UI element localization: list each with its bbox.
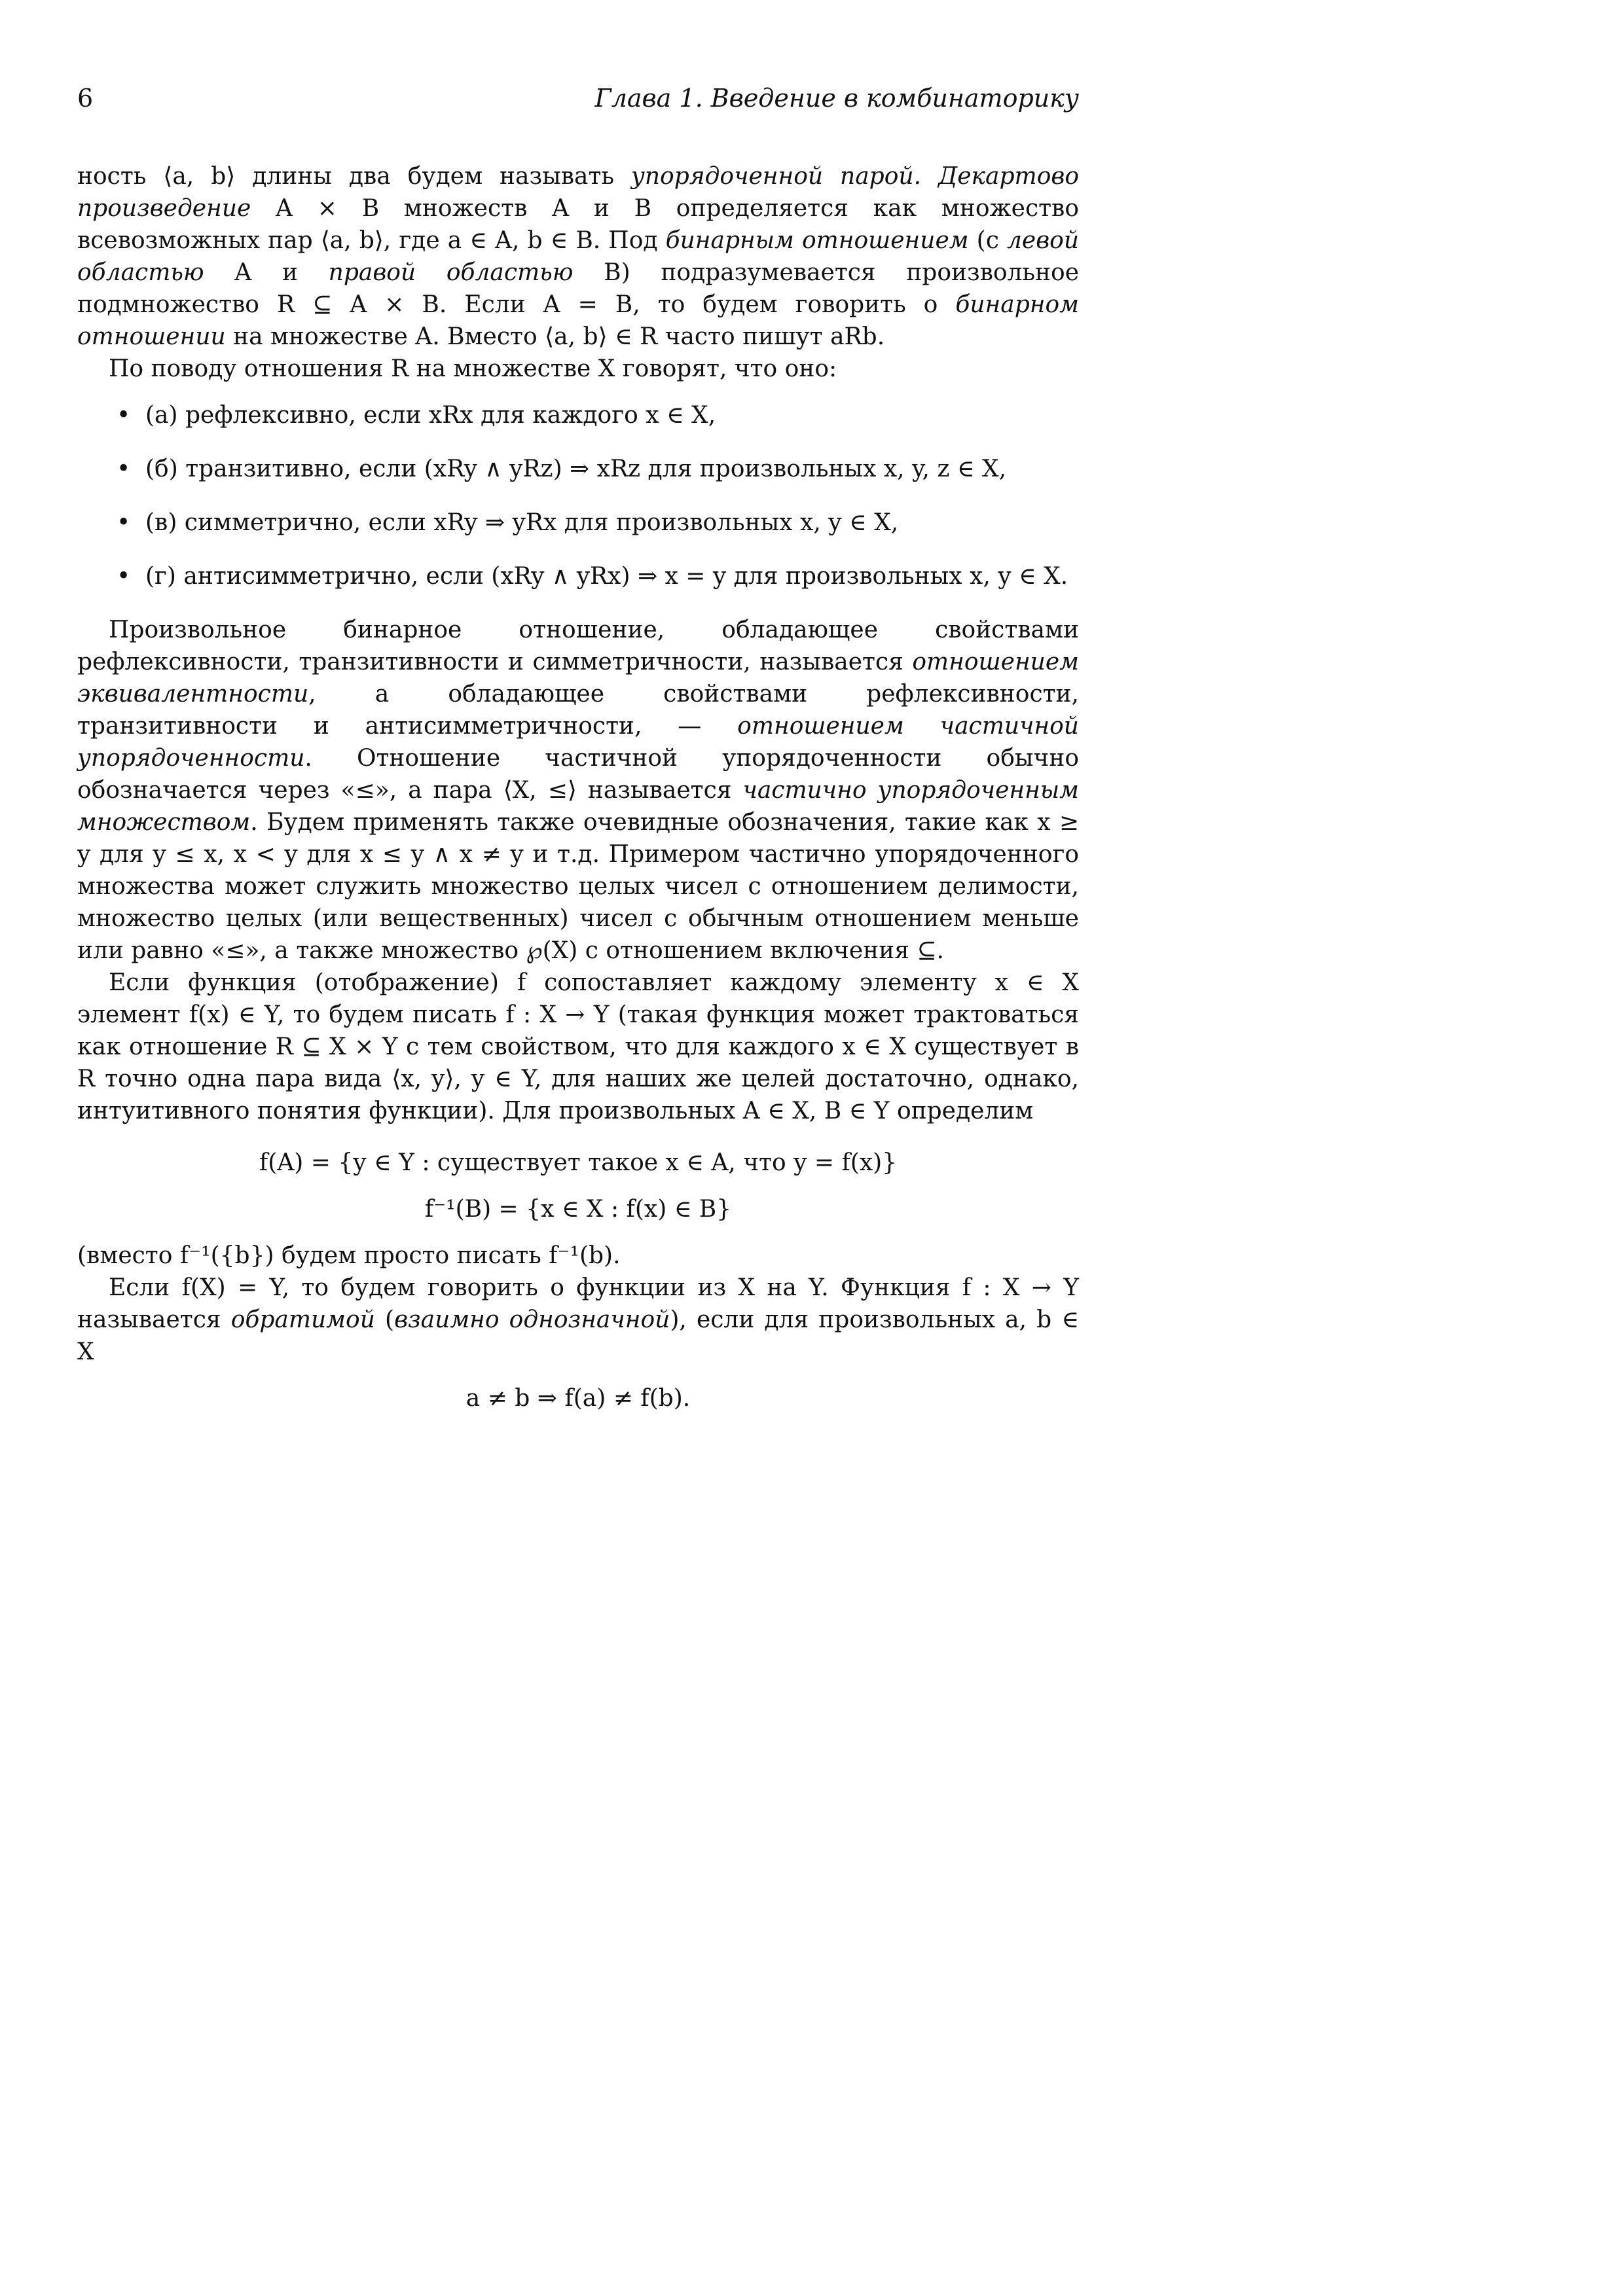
paragraph-relation-intro: По поводу отношения R на множестве X говорят, что оно: [109, 355, 837, 382]
paragraph-equivalence [77, 614, 1079, 967]
paragraph-ordered-pair [77, 160, 1079, 353]
paragraph-function: Если функция (отображение) f сопоставляет каждому элементу x ∈ X элемент f(x) ∈ Y, то будем писать f : X → Y (такая функция может трактоваться как отношение R ⊆ X × Y с тем свойством, что для каждого x ∈ X существует в R точно одна пара вида ⟨x, y⟩, y ∈ Y, для наших же целей достаточно, однако, интуитивного понятия функции). Для произвольных A ∈ X, B ∈ Y определим [77, 969, 1079, 1124]
list-item: • (в) симметрично, если xRy ⇒ yRx для произвольных x, y ∈ X, [77, 507, 1079, 539]
emphasis: частично упорядоченным множеством [77, 777, 1079, 836]
emphasis: правой областью [328, 259, 574, 286]
text-run: ), если для произвольных a, b ∈ X [77, 1306, 1079, 1365]
properties-list [77, 399, 1079, 592]
text-run: Произвольное бинарное отношение, обладающее свойствами рефлексивности, транзитивности и симметричности, называется [77, 617, 1079, 675]
page-number: 6 [77, 84, 94, 113]
page-header [77, 84, 1079, 123]
list-item: • (г) антисимметрично, если (xRy ∧ yRx) ⇒ x = y для произвольных x, y ∈ X. [77, 560, 1079, 592]
emphasis: отношением эквивалентности [77, 649, 1079, 708]
emphasis: упорядоченной парой. Декартово произведение [77, 163, 1079, 222]
emphasis: отношением частичной упорядоченности [77, 713, 1079, 772]
paragraph-bijection [77, 1272, 1079, 1368]
text-run: A и [204, 259, 329, 286]
list-item: • (б) транзитивно, если (xRy ∧ yRz) ⇒ xRz для произвольных x, y, z ∈ X, [77, 453, 1079, 485]
text-run: ( [374, 1306, 395, 1333]
text-run: ность ⟨a, b⟩ длины два будем называть [77, 163, 631, 190]
emphasis: бинарным отношением [665, 227, 969, 254]
emphasis: бинарном отношении [77, 291, 1079, 350]
text-run: на множестве A. Вместо ⟨a, b⟩ ∈ R часто пишут aRb. [225, 323, 885, 350]
emphasis: взаимно однозначной [394, 1306, 670, 1333]
text-run: Если f(X) = Y, то будем говорить о функции из X на Y. Функция f : X → Y называется [77, 1274, 1079, 1333]
text-run: (с [968, 227, 1007, 254]
page-body [77, 160, 1079, 1439]
emphasis: обратимой [230, 1306, 375, 1333]
text-run: B) подразумевается произвольное подмножество R ⊆ A × B. Если A = B, то будем говорить о [77, 259, 1080, 318]
list-item: • (а) рефлексивно, если xRx для каждого x ∈ X, [77, 399, 1079, 431]
text-run: . Будем применять также очевидные обозначения, такие как x ≥ y для y ≤ x, x < y для x ≤ y ∧ x ≠ y и т.д. Примером частично упорядоченного множества может служить множество целых чисел с отношением делимости, множество целых (или вещественных) чисел с обычным отношением меньше или равно «≤», а также множество ℘(X) с отношением включения ⊆. [77, 809, 1079, 964]
text-run: A × B множеств A и B определяется как множество всевозможных пар ⟨a, b⟩, где a ∈ A, b ∈ B. Под [77, 195, 1079, 254]
formula-preimage: f⁻¹(B) = {x ∈ X : f(x) ∈ B} [424, 1196, 732, 1223]
text-run: . Отношение частичной упорядоченности обычно обозначается через «≤», а пара ⟨X, ≤⟩ называется [77, 745, 1079, 804]
formula-image: f(A) = {y ∈ Y : существует такое x ∈ A, что y = f(x)} [259, 1149, 898, 1176]
paragraph-preimage-note: (вместо f⁻¹({b}) будем просто писать f⁻¹(b). [77, 1242, 621, 1269]
formula-injective: a ≠ b ⇒ f(a) ≠ f(b). [465, 1385, 691, 1412]
text-run: , а обладающее свойствами рефлексивности, транзитивности и антисимметричности, — [77, 681, 1079, 740]
running-title: Глава 1. Введение в комбинаторику [594, 84, 1079, 113]
emphasis: левой областью [77, 227, 1080, 286]
